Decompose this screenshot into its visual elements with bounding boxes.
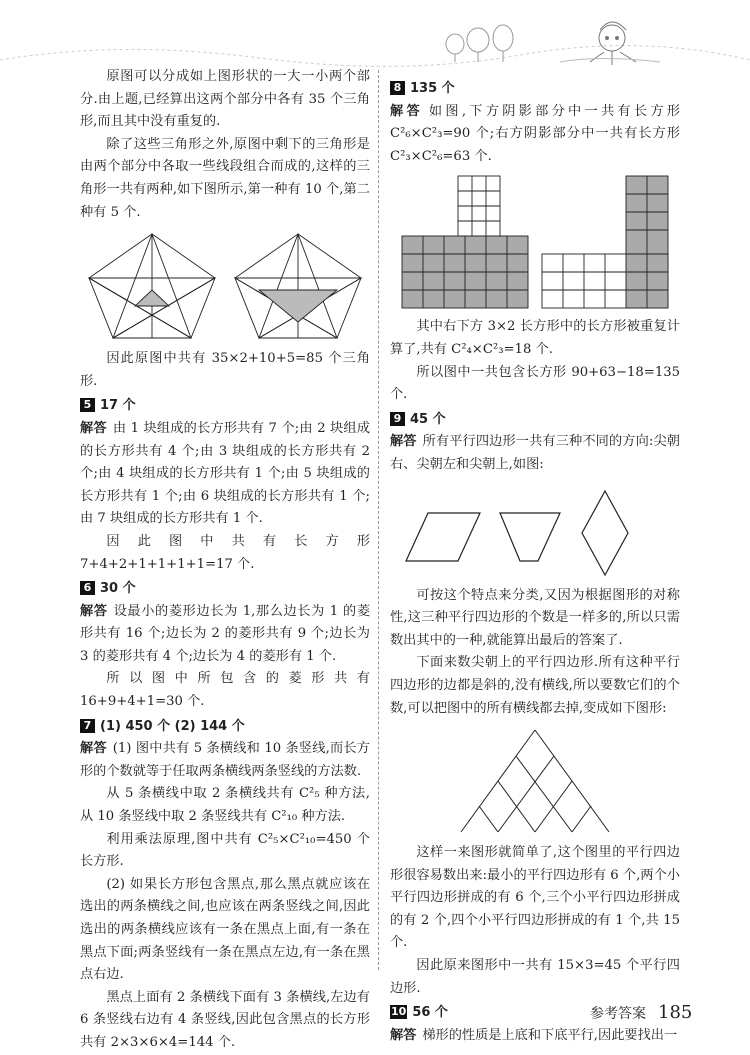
pentagon-figures (85, 230, 365, 342)
solution-label: 解答 (390, 103, 423, 119)
paragraph: 从 5 条横线中取 2 条横线共有 C²₅ 种方法,从 10 条竖线中取 2 条竖线共有 C²₁₀ 种方法. (80, 786, 370, 825)
paragraph: 因此原图中共有 35×2+10+5=85 个三角形. (80, 351, 370, 389)
answer-value: 30 个 (100, 581, 136, 597)
question-number: 8 (390, 81, 405, 95)
column-divider (378, 70, 379, 970)
parallelogram-shapes (400, 483, 670, 579)
solution-label: 解答 (80, 603, 108, 619)
right-column (390, 78, 680, 1047)
left-column (80, 66, 370, 1055)
footer-label: 参考答案 (590, 1006, 646, 1022)
solution-text: 由 1 块组成的长方形共有 7 个;由 2 块组成的长方形共有 4 个;由 3 块组成的长方形共有 2 个;由 4 块组成的长方形共有 1 个;由 5 块组成的长方形共有 1 个;由 6 块组成的长方形共有 1 个;由 7 块组成的长方形共有 1 个. (80, 420, 371, 527)
answer-value: (1) 450 个 (2) 144 个 (100, 718, 245, 734)
paragraph: 因此图中共有长方形 7+4+2+1+1+1+1=17 个. (80, 533, 370, 572)
question-number: 7 (80, 719, 95, 733)
paragraph: 黑点上面有 2 条横线下面有 3 条横线,左边有 6 条竖线右边有 4 条竖线,因此包含黑点的长方形共有 2×3×6×4=144 个. (80, 989, 370, 1050)
paragraph: 下面来数尖朝上的平行四边形.所有这种平行四边形的边都是斜的,没有横线,所以要数它们的个数,可以把图中的所有横线都去掉,变成如下图形: (390, 655, 680, 716)
solution-text: 设最小的菱形边长为 1,那么边长为 1 的菱形共有 16 个;边长为 2 的菱形共有 9 个;边长为 3 的菱形共有 4 个;边长为 4 的菱形有 1 个. (80, 603, 371, 664)
solution-text: 如图,下方阴影部分中一共有长方形 C²₆×C²₃=90 个;右方阴影部分中一共有长方形 C²₃×C²₆=63 个. (390, 103, 680, 164)
tree-icon (446, 25, 513, 62)
answer-heading-5 (80, 395, 370, 418)
answer-heading-9 (390, 409, 680, 432)
paragraph: 其中右下方 3×2 长方形中的长方形被重复计算了,共有 C²₄×C²₃=18 个. (390, 319, 680, 357)
paragraph: 可按这个特点来分类,又因为根据图形的对称性,这三种平行四边形的个数是一样多的,所以只需数出其中的一种,就能算出最后的答案了. (390, 587, 680, 648)
solution-label: 解答 (80, 741, 107, 757)
answer-heading-8 (390, 78, 680, 101)
answer-heading-6 (80, 578, 370, 601)
page-footer (590, 1002, 692, 1023)
solution-text: (1) 图中共有 5 条横线和 10 条竖线,而长方形的个数就等于任取两条横线两条竖线的方法数. (80, 741, 370, 779)
answer-value: 17 个 (100, 398, 136, 414)
question-number: 6 (80, 581, 95, 595)
paragraph: 所以图中一共包含长方形 90+63−18=135 个. (390, 364, 680, 403)
paragraph: 这样一来图形就简单了,这个图里的平行四边形很容易数出来:最小的平行四边形有 6 个,两个小平行四边形拼成的有 6 个,三个小平行四边形拼成的有 2 个,四个小平行四边形拼成的有 1 个,共 15 个. (390, 845, 680, 951)
answer-value: 56 个 (412, 1005, 448, 1021)
solution-label: 解答 (390, 434, 417, 450)
solution-label: 解答 (390, 1027, 417, 1043)
header-banner-illustration (0, 0, 750, 70)
answer-heading-7 (80, 716, 370, 739)
paragraph: 除了这些三角形之外,原图中剩下的三角形是由两个部分中各取一些线段组合而成的,这样的三角形一共有两种,如下图所示,第一种有 10 个,第二种有 5 个. (80, 136, 370, 220)
solution-text: 所有平行四边形一共有三种不同的方向:尖朝右、尖朝左和尖朝上,如图: (390, 434, 680, 472)
question-number: 9 (390, 412, 405, 426)
paragraph: 所以图中所包含的菱形共有 16+9+4+1=30 个. (80, 671, 370, 710)
solution-label: 解答 (80, 420, 107, 436)
paragraph: 因此原来图形中一共有 15×3=45 个平行四边形. (390, 958, 680, 996)
page-number: 185 (658, 1002, 693, 1023)
answer-value: 45 个 (410, 411, 446, 427)
question-number: 5 (80, 398, 95, 412)
paragraph: (2) 如果长方形包含黑点,那么黑点就应该在选出的两条横线之间,也应该在两条竖线之间,因此选出的两条横线应该有一条在黑点上面,有一条在黑点下面;两条竖线有一条在黑点左边,有一条在黑点右边. (80, 876, 370, 983)
answer-value: 135 个 (410, 81, 455, 96)
grid-figures (400, 174, 670, 310)
paragraph: 原图可以分成如上图形状的一大一小两个部分.由上题,已经算出这两个部分中各有 35 个三角形,而且其中没有重复的. (80, 69, 370, 130)
question-number: 10 (391, 1005, 407, 1019)
triangle-lattice-figure (455, 726, 615, 836)
solution-text: 梯形的性质是上底和下底平行,因此要找出一 (422, 1027, 678, 1043)
paragraph: 利用乘法原理,图中共有 C²₅×C²₁₀=450 个长方形. (80, 831, 370, 870)
